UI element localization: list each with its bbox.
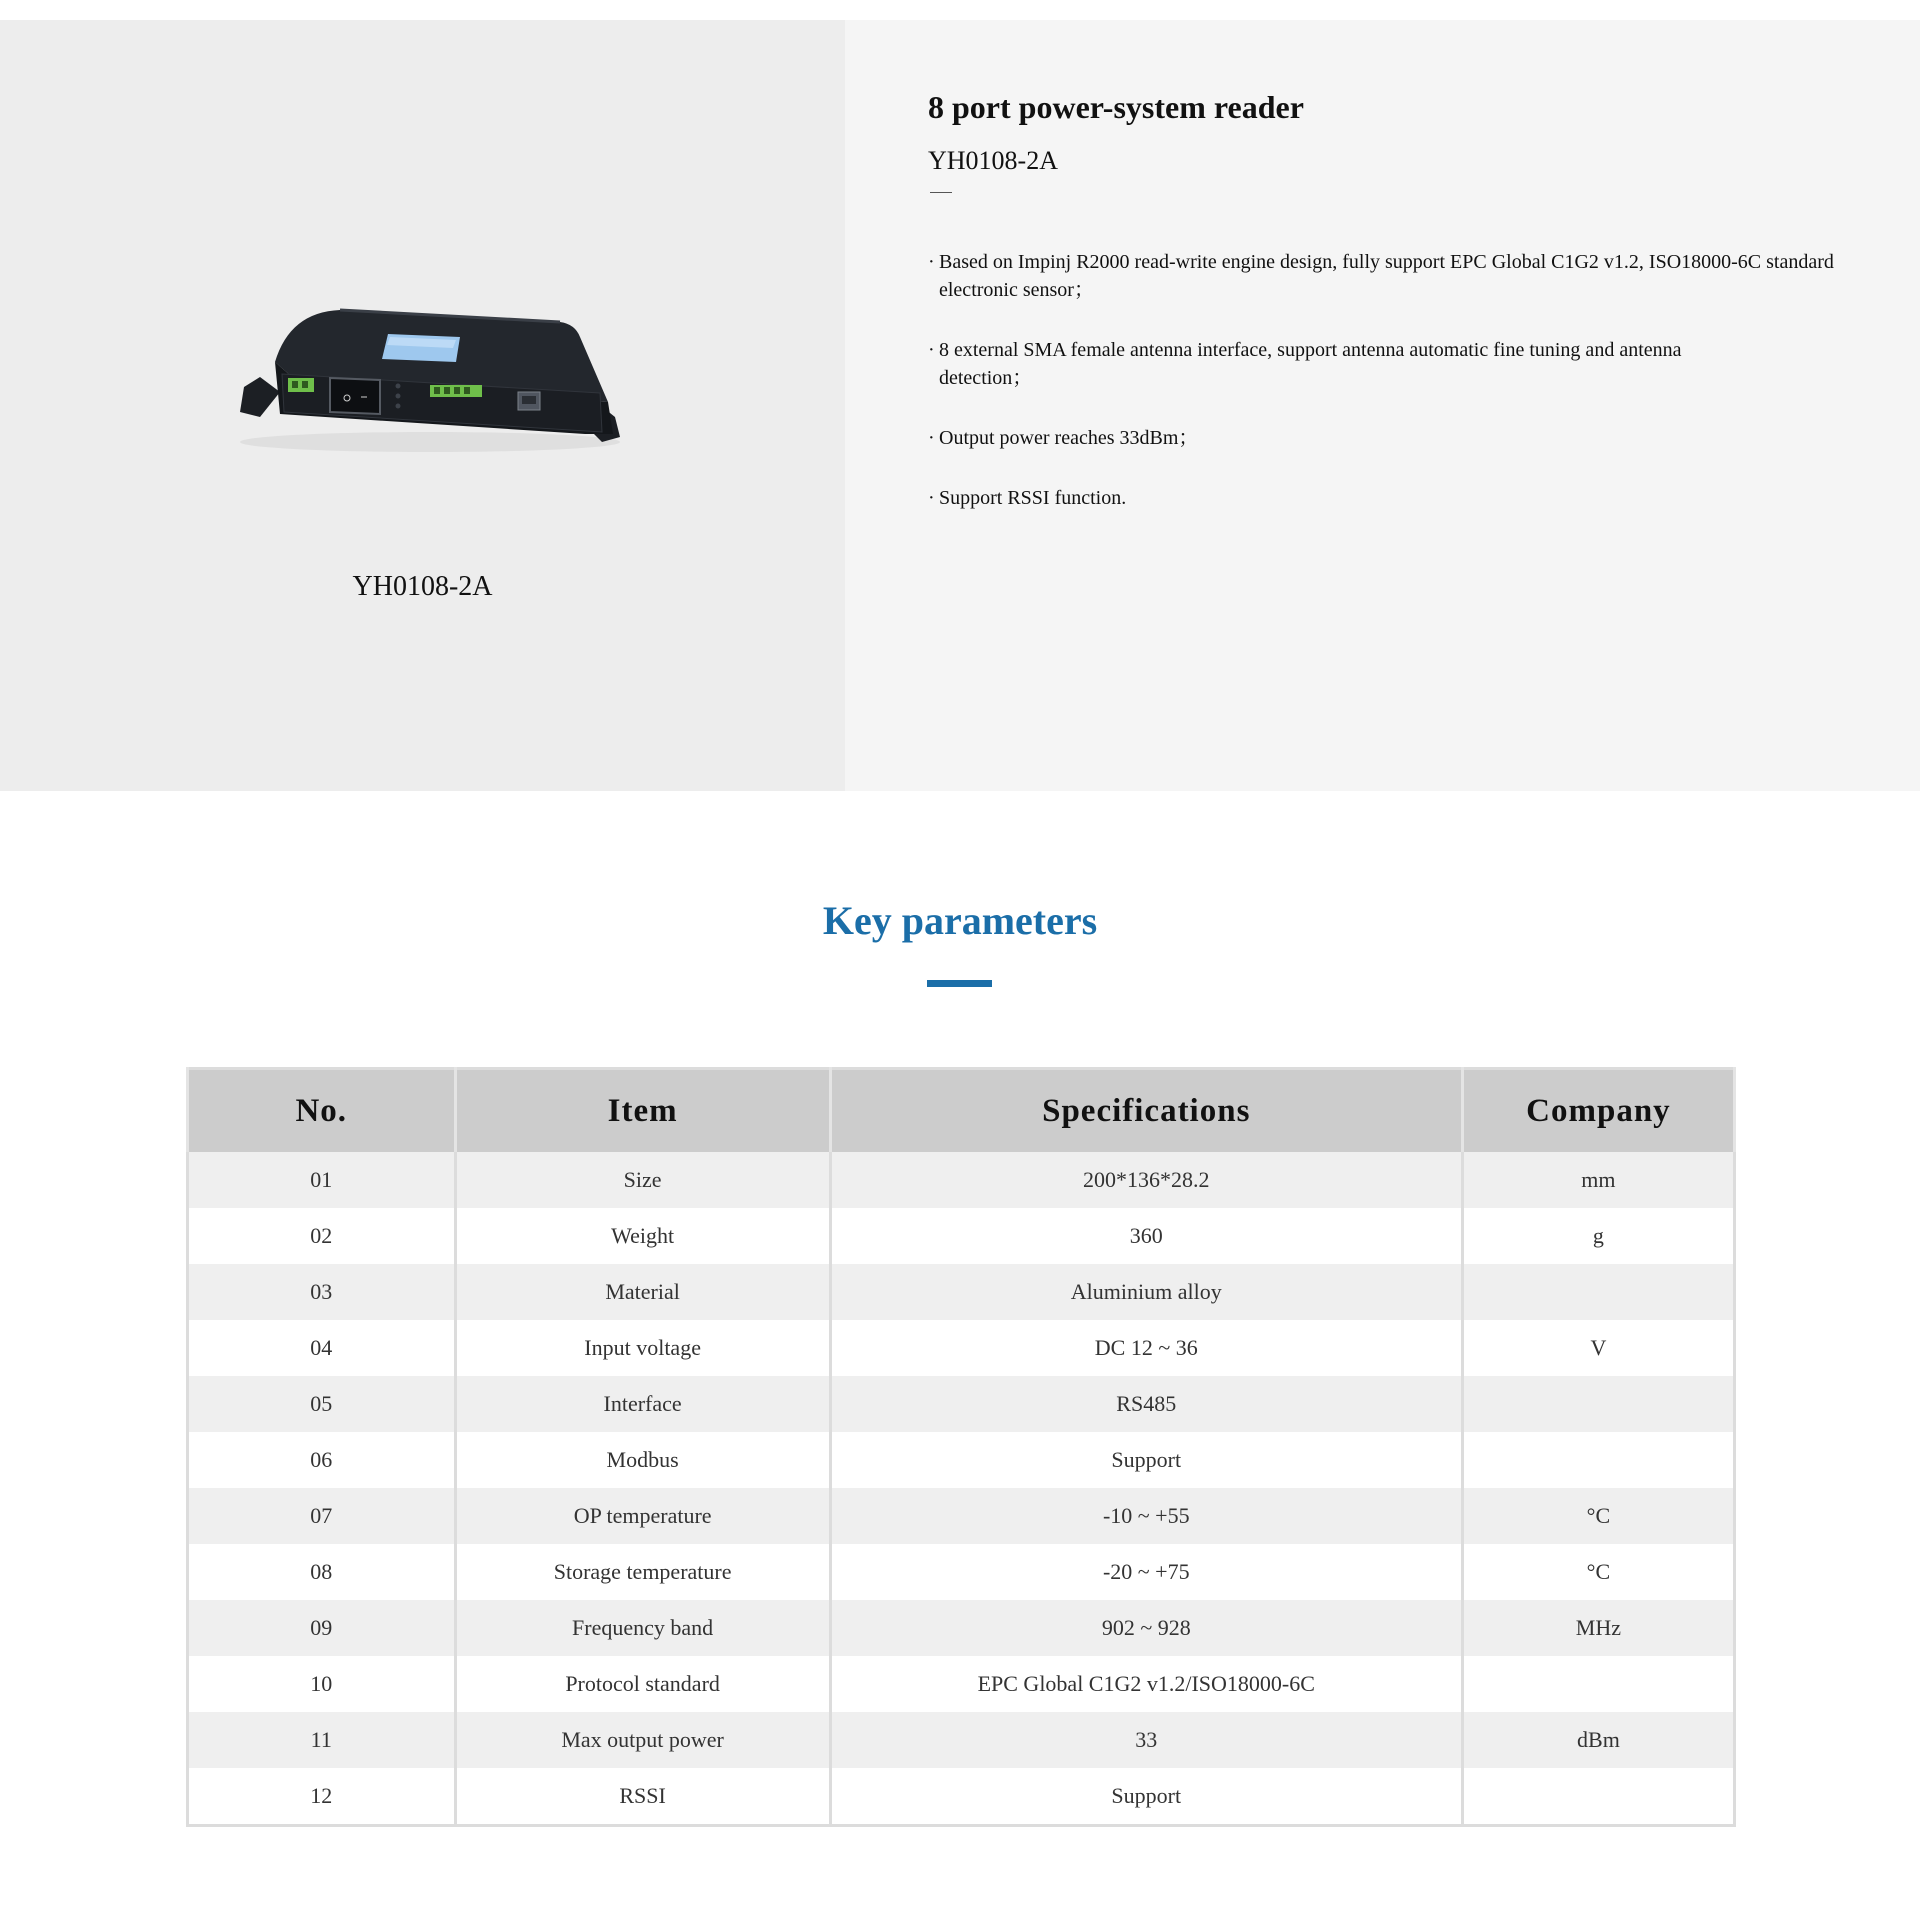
column-header-specifications: Specifications — [830, 1069, 1462, 1153]
key-parameters-table — [186, 1067, 1736, 1827]
cell-no: 09 — [188, 1600, 456, 1656]
cell-spec: Aluminium alloy — [830, 1264, 1462, 1320]
cell-no: 12 — [188, 1768, 456, 1826]
bullet-icon: · — [928, 339, 935, 361]
cell-spec: DC 12 ~ 36 — [830, 1320, 1462, 1376]
cell-unit: dBm — [1462, 1712, 1734, 1768]
key-parameters-heading: Key parameters — [822, 898, 1098, 943]
table-row — [188, 1264, 1735, 1320]
cell-no: 08 — [188, 1544, 456, 1600]
bullet-icon: · — [928, 251, 935, 273]
table-row — [188, 1320, 1735, 1376]
cell-item: Storage temperature — [455, 1544, 830, 1600]
table-row — [188, 1600, 1735, 1656]
product-title: 8 port power-system reader — [928, 89, 1304, 125]
feature-text: Support RSSI function. — [939, 487, 1127, 509]
cell-spec: 902 ~ 928 — [830, 1600, 1462, 1656]
cell-no: 01 — [188, 1152, 456, 1208]
table-row — [188, 1656, 1735, 1712]
product-image-panel — [0, 20, 845, 791]
cell-spec: 33 — [830, 1712, 1462, 1768]
product-photo-icon — [230, 282, 625, 467]
heading-underline — [927, 980, 992, 987]
table-row — [188, 1768, 1735, 1826]
feature-item — [928, 424, 1878, 452]
cell-item: Modbus — [455, 1432, 830, 1488]
bullet-icon: · — [928, 427, 935, 449]
column-header-no: No. — [188, 1069, 456, 1153]
cell-no: 06 — [188, 1432, 456, 1488]
cell-unit: g — [1462, 1208, 1734, 1264]
cell-item: Frequency band — [455, 1600, 830, 1656]
column-header-item: Item — [455, 1069, 830, 1153]
cell-spec: 360 — [830, 1208, 1462, 1264]
cell-item: Protocol standard — [455, 1656, 830, 1712]
cell-no: 02 — [188, 1208, 456, 1264]
cell-item: Input voltage — [455, 1320, 830, 1376]
product-image-caption: YH0108-2A — [352, 571, 493, 602]
cell-spec: Support — [830, 1432, 1462, 1488]
cell-no: 03 — [188, 1264, 456, 1320]
feature-item — [928, 336, 1878, 392]
cell-no: 11 — [188, 1712, 456, 1768]
table-row — [188, 1432, 1735, 1488]
cell-spec: Support — [830, 1768, 1462, 1826]
cell-item: Weight — [455, 1208, 830, 1264]
cell-no: 10 — [188, 1656, 456, 1712]
cell-unit — [1462, 1432, 1734, 1488]
cell-spec: -20 ~ +75 — [830, 1544, 1462, 1600]
feature-item — [928, 484, 1878, 512]
table-row — [188, 1208, 1735, 1264]
column-header-company: Company — [1462, 1069, 1734, 1153]
cell-spec: EPC Global C1G2 v1.2/ISO18000-6C — [830, 1656, 1462, 1712]
table-row — [188, 1152, 1735, 1208]
cell-item: Max output power — [455, 1712, 830, 1768]
cell-spec: -10 ~ +55 — [830, 1488, 1462, 1544]
feature-text: Output power reaches 33dBm； — [939, 427, 1199, 449]
cell-no: 04 — [188, 1320, 456, 1376]
table-row — [188, 1488, 1735, 1544]
cell-item: Size — [455, 1152, 830, 1208]
cell-unit — [1462, 1656, 1734, 1712]
cell-unit — [1462, 1264, 1734, 1320]
feature-list — [928, 248, 1878, 544]
bullet-icon: · — [928, 487, 935, 509]
feature-text: Based on Impinj R2000 read-write engine design, fully support EPC Global C1G2 v1.2, ISO18000-6C standard electronic sensor； — [939, 251, 1834, 301]
cell-spec: 200*136*28.2 — [830, 1152, 1462, 1208]
cell-unit: V — [1462, 1320, 1734, 1376]
table-row — [188, 1544, 1735, 1600]
model-divider — [930, 192, 952, 193]
cell-unit: °C — [1462, 1544, 1734, 1600]
cell-item: RSSI — [455, 1768, 830, 1826]
table-row — [188, 1376, 1735, 1432]
cell-unit: mm — [1462, 1152, 1734, 1208]
cell-item: OP temperature — [455, 1488, 830, 1544]
feature-text: 8 external SMA female antenna interface, support antenna automatic fine tuning and antenna detection； — [939, 339, 1682, 389]
cell-no: 07 — [188, 1488, 456, 1544]
cell-item: Interface — [455, 1376, 830, 1432]
feature-item — [928, 248, 1878, 304]
table-header-row — [188, 1069, 1735, 1153]
cell-unit: °C — [1462, 1488, 1734, 1544]
cell-unit: MHz — [1462, 1600, 1734, 1656]
cell-unit — [1462, 1768, 1734, 1826]
cell-unit — [1462, 1376, 1734, 1432]
table-row — [188, 1712, 1735, 1768]
cell-spec: RS485 — [830, 1376, 1462, 1432]
cell-item: Material — [455, 1264, 830, 1320]
product-model: YH0108-2A — [928, 146, 1058, 175]
cell-no: 05 — [188, 1376, 456, 1432]
